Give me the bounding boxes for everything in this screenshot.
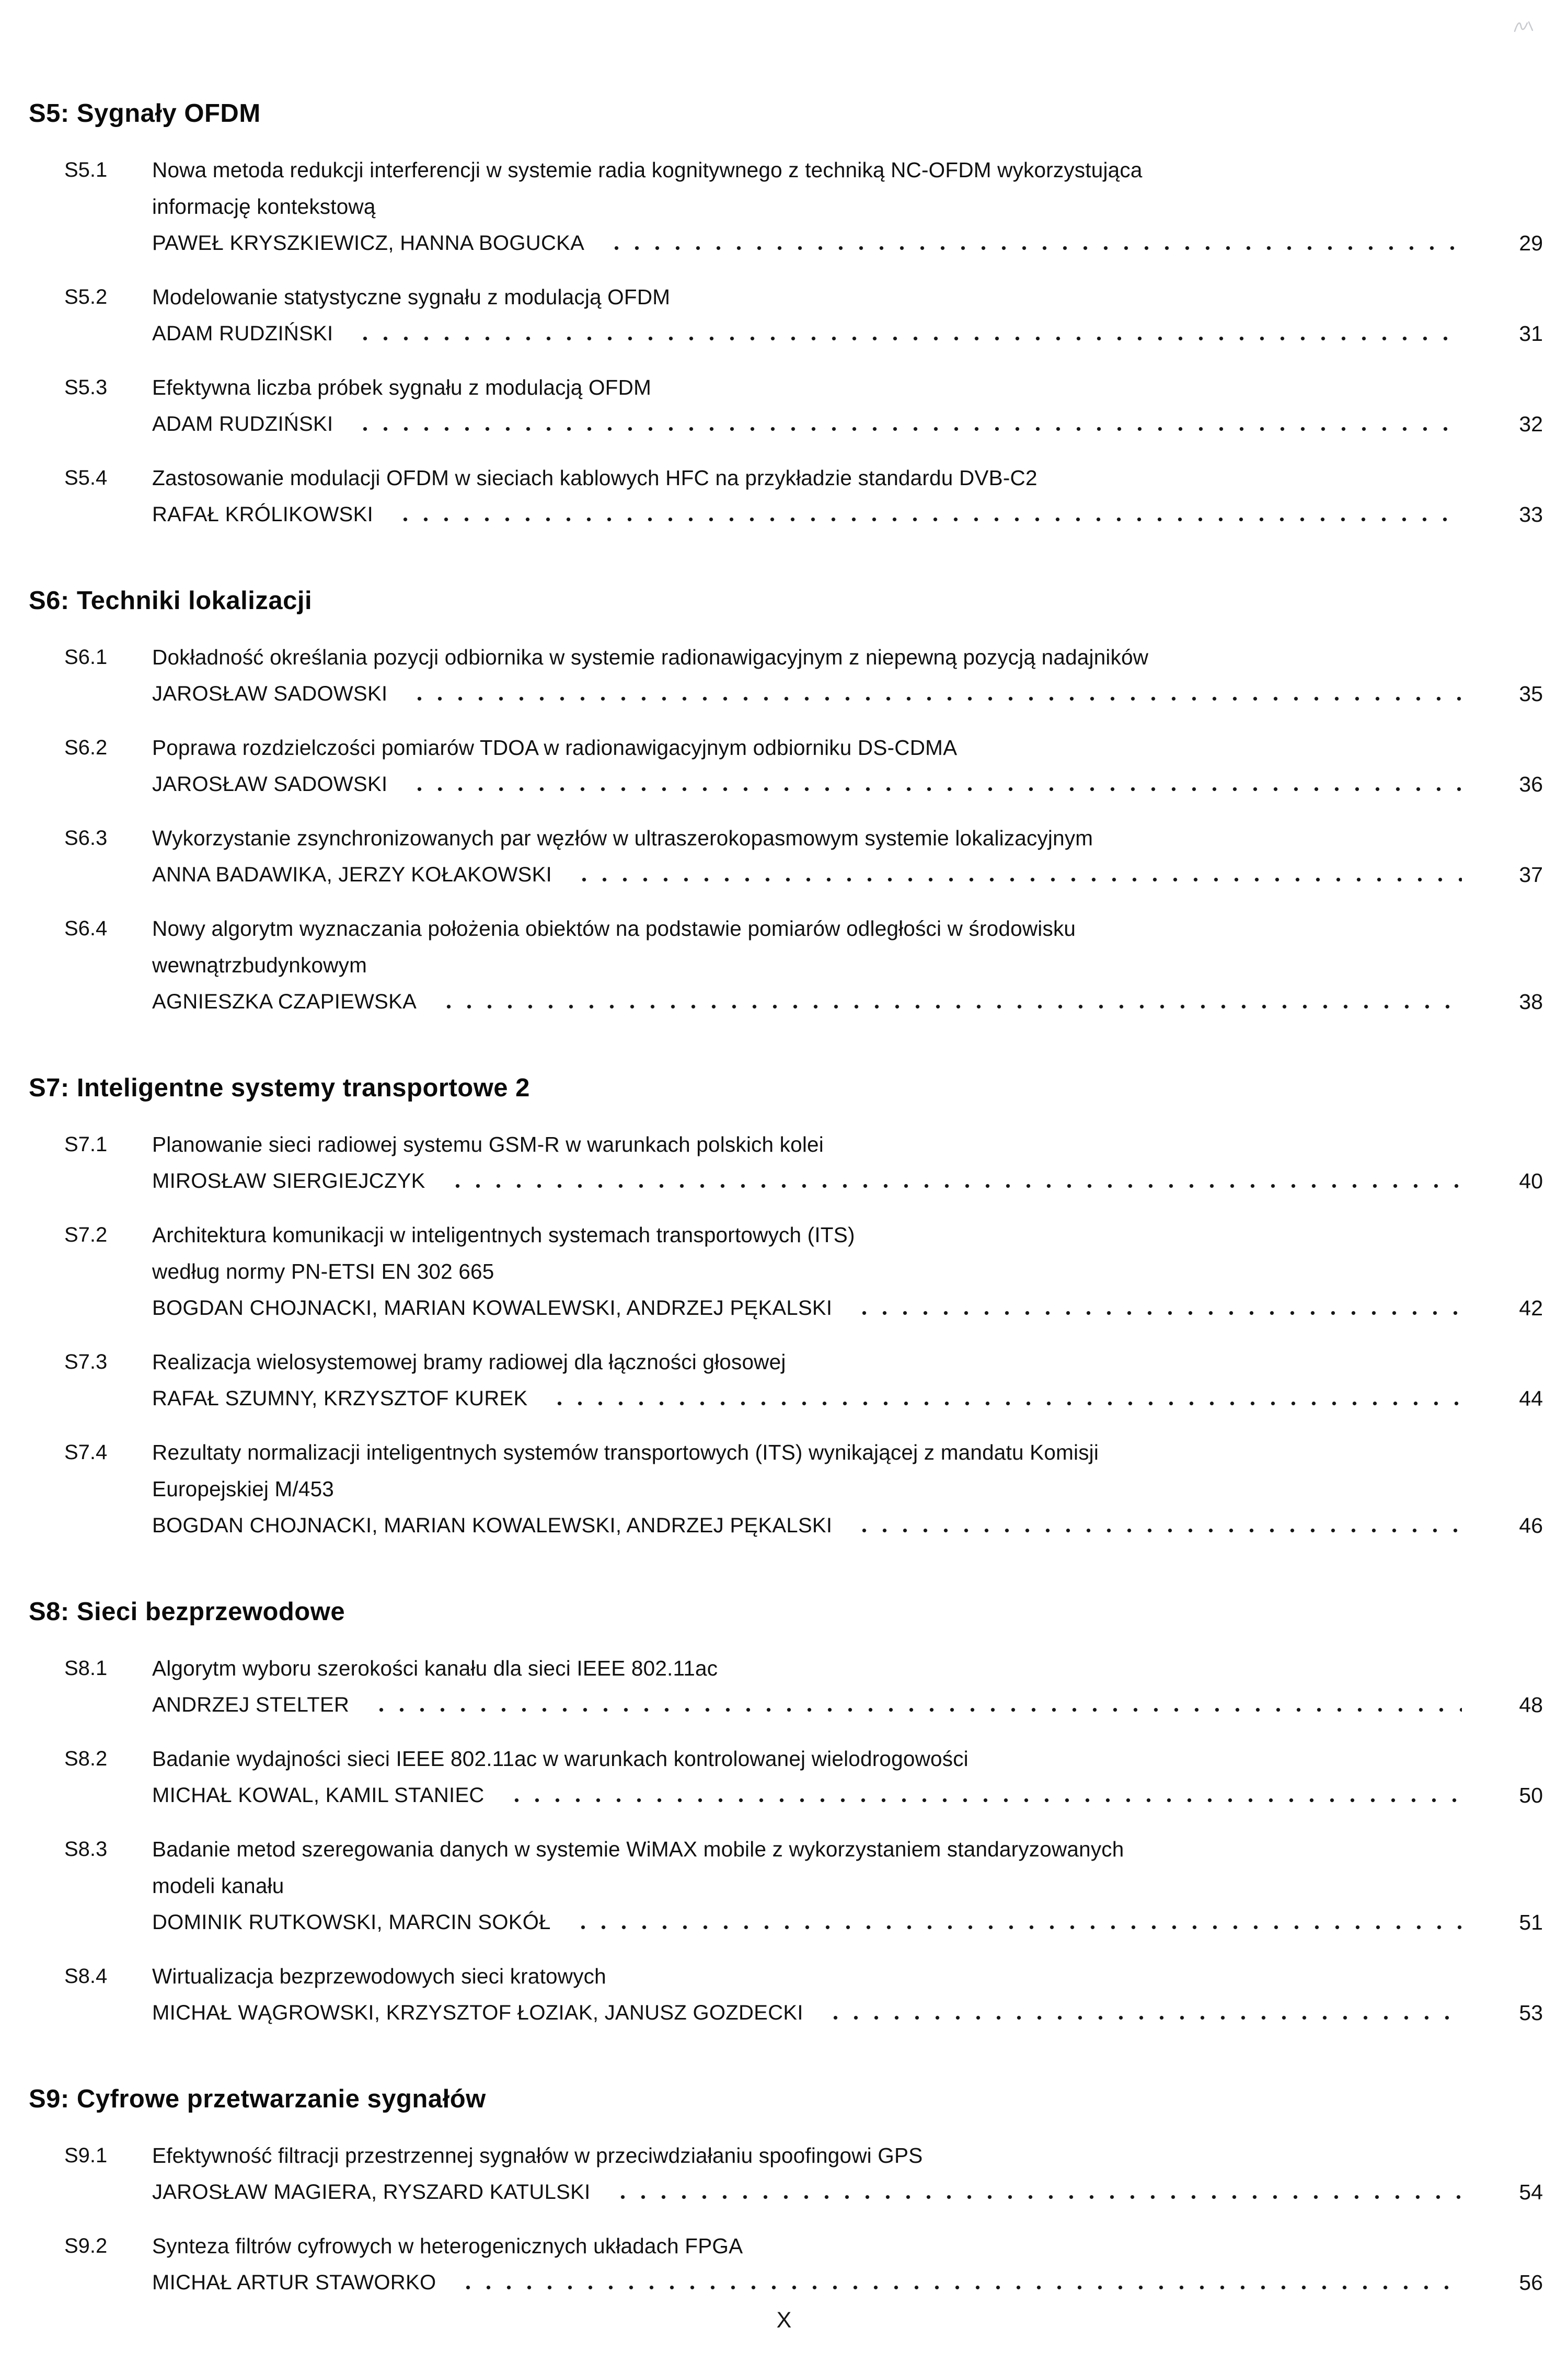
toc-entry [29, 729, 1543, 802]
entry-page-number: 40 [1519, 1169, 1543, 1193]
toc-entry [29, 279, 1543, 352]
entry-page-number: 56 [1519, 2270, 1543, 2295]
entry-number: S8.3 [64, 1838, 108, 1861]
dot-leader [439, 983, 1462, 1020]
section-heading: S8: Sieci bezprzewodowe [29, 1598, 345, 1626]
entry-authors: JAROSŁAW MAGIERA, RYSZARD KATULSKI [152, 2181, 591, 2204]
entry-page-number: 33 [1519, 502, 1543, 526]
entry-number: S6.4 [64, 917, 108, 940]
toc-entry [29, 639, 1543, 712]
entry-number: S9.1 [64, 2144, 108, 2167]
entry-authors: MICHAŁ WĄGROWSKI, KRZYSZTOF ŁOZIAK, JANUSZ GOZDECKI [152, 2001, 803, 2024]
toc-entry [29, 1126, 1543, 1199]
section-heading: S7: Inteligentne systemy transportowe 2 [29, 1074, 530, 1102]
toc-section-s8 [29, 1593, 1543, 2031]
entry-authors: MICHAŁ KOWAL, KAMIL STANIEC [152, 1784, 485, 1807]
entry-authors: RAFAŁ KRÓLIKOWSKI [152, 503, 373, 526]
entry-title: Efektywna liczba próbek sygnału z modulacją OFDM [152, 375, 652, 399]
toc-entry [29, 2228, 1543, 2301]
entry-number: S7.2 [64, 1223, 108, 1246]
entry-page-number: 51 [1519, 1910, 1543, 1934]
scan-artifact-mark [1512, 18, 1536, 36]
entry-page-number: 42 [1519, 1296, 1543, 1320]
toc-entry [29, 1344, 1543, 1417]
entry-authors: MICHAŁ ARTUR STAWORKO [152, 2271, 436, 2294]
entry-authors: JAROSŁAW SADOWSKI [152, 773, 388, 796]
dot-leader [355, 315, 1462, 352]
entry-number: S5.4 [64, 466, 108, 489]
toc-section-s5 [29, 95, 1543, 533]
dot-leader [447, 1163, 1462, 1199]
toc-section-s9 [29, 2081, 1543, 2301]
entry-number: S9.2 [64, 2234, 108, 2257]
dot-leader [355, 406, 1462, 442]
entry-title-cont: wewnątrzbudynkowym [152, 953, 367, 977]
entry-title-cont: modeli kanału [152, 1874, 284, 1898]
entry-title: Nowy algorytm wyznaczania położenia obiektów na podstawie pomiarów odległości w środowisku [152, 916, 1076, 941]
entry-page-number: 29 [1519, 231, 1543, 255]
entry-authors: AGNIESZKA CZAPIEWSKA [152, 990, 417, 1013]
entry-authors: ADAM RUDZIŃSKI [152, 412, 333, 435]
toc-entry [29, 2137, 1543, 2210]
entry-title-cont: Europejskiej M/453 [152, 1477, 335, 1501]
entry-authors: JAROSŁAW SADOWSKI [152, 682, 388, 705]
entry-page-number: 54 [1519, 2180, 1543, 2204]
entry-title: Zastosowanie modulacji OFDM w sieciach kablowych HFC na przykładzie standardu DVB-C2 [152, 466, 1037, 490]
entry-title: Modelowanie statystyczne sygnału z modulacją OFDM [152, 285, 671, 309]
entry-number: S8.2 [64, 1747, 108, 1770]
entry-page-number: 46 [1519, 1513, 1543, 1538]
entry-authors: BOGDAN CHOJNACKI, MARIAN KOWALEWSKI, ANDRZEJ PĘKALSKI [152, 1514, 833, 1537]
toc-entry [29, 152, 1543, 261]
entry-authors: ANDRZEJ STELTER [152, 1693, 350, 1716]
footer-page-number: X [776, 2308, 792, 2333]
toc-entry [29, 1434, 1543, 1544]
entry-title: Architektura komunikacji w inteligentnych systemach transportowych (ITS) [152, 1223, 855, 1247]
entry-title: Dokładność określania pozycji odbiornika w systemie radionawigacyjnym z niepewną pozycją nadajników [152, 645, 1149, 669]
entry-title: Synteza filtrów cyfrowych w heterogenicznych układach FPGA [152, 2234, 743, 2258]
entry-authors: BOGDAN CHOJNACKI, MARIAN KOWALEWSKI, ANDRZEJ PĘKALSKI [152, 1297, 833, 1320]
toc-entry [29, 1831, 1543, 1941]
entry-page-number: 32 [1519, 412, 1543, 436]
dot-leader [371, 1687, 1462, 1723]
entry-number: S7.4 [64, 1441, 108, 1464]
entry-page-number: 38 [1519, 990, 1543, 1014]
toc-entry [29, 1650, 1543, 1723]
toc-entry [29, 1958, 1543, 2031]
entry-page-number: 50 [1519, 1783, 1543, 1807]
toc-entry [29, 820, 1543, 893]
entry-title: Wykorzystanie zsynchronizowanych par węzłów w ultraszerokopasmowym systemie lokalizacyjnym [152, 826, 1093, 850]
toc-entry [29, 460, 1543, 533]
dot-leader [854, 1290, 1462, 1326]
toc-entry [29, 369, 1543, 442]
entry-title: Wirtualizacja bezprzewodowych sieci kratowych [152, 1964, 606, 1988]
entry-page-number: 48 [1519, 1693, 1543, 1717]
entry-page-number: 36 [1519, 772, 1543, 796]
entry-number: S5.3 [64, 376, 108, 399]
dot-leader [574, 856, 1462, 893]
section-heading: S6: Techniki lokalizacji [29, 587, 313, 615]
entry-title-cont: informację kontekstową [152, 194, 376, 219]
entry-number: S5.1 [64, 158, 108, 181]
entry-title-cont: według normy PN-ETSI EN 302 665 [152, 1259, 494, 1283]
dot-leader [854, 1507, 1462, 1544]
dot-leader [395, 496, 1462, 533]
toc-section-s6 [29, 582, 1543, 1020]
entry-number: S8.4 [64, 1965, 108, 1988]
dot-leader [458, 2264, 1462, 2301]
dot-leader [409, 675, 1462, 712]
entry-page-number: 44 [1519, 1386, 1543, 1410]
entry-page-number: 31 [1519, 322, 1543, 346]
entry-title: Realizacja wielosystemowej bramy radiowej dla łączności głosowej [152, 1350, 786, 1374]
toc-section-s7 [29, 1070, 1543, 1544]
entry-authors: MIROSŁAW SIERGIEJCZYK [152, 1169, 425, 1192]
entry-number: S8.1 [64, 1657, 108, 1680]
entry-title: Efektywność filtracji przestrzennej sygnałów w przeciwdziałaniu spoofingowi GPS [152, 2143, 923, 2167]
toc-entry [29, 1740, 1543, 1814]
entry-number: S5.2 [64, 285, 108, 308]
toc-entry [29, 910, 1543, 1020]
section-heading: S5: Sygnały OFDM [29, 99, 261, 128]
entry-title: Badanie wydajności sieci IEEE 802.11ac w warunkach kontrolowanej wielodrogowości [152, 1747, 969, 1771]
entry-title: Badanie metod szeregowania danych w systemie WiMAX mobile z wykorzystaniem standaryzowanych [152, 1837, 1124, 1861]
dot-leader [549, 1380, 1462, 1417]
section-heading: S9: Cyfrowe przetwarzanie sygnałów [29, 2085, 486, 2113]
entry-page-number: 37 [1519, 863, 1543, 887]
entry-title: Rezultaty normalizacji inteligentnych systemów transportowych (ITS) wynikającej z mandatu Komisji [152, 1440, 1099, 1464]
entry-authors: PAWEŁ KRYSZKIEWICZ, HANNA BOGUCKA [152, 232, 585, 255]
entry-authors: RAFAŁ SZUMNY, KRZYSZTOF KUREK [152, 1387, 528, 1410]
entry-number: S7.3 [64, 1350, 108, 1373]
toc-entry [29, 1217, 1543, 1326]
entry-title: Planowanie sieci radiowej systemu GSM-R w warunkach polskich kolei [152, 1132, 824, 1156]
entry-number: S7.1 [64, 1133, 108, 1156]
entry-number: S6.2 [64, 736, 108, 759]
dot-leader [825, 1994, 1462, 2031]
entry-number: S6.3 [64, 827, 108, 850]
dot-leader [409, 766, 1462, 802]
entry-authors: ADAM RUDZIŃSKI [152, 322, 333, 345]
entry-title: Nowa metoda redukcji interferencji w systemie radia kognitywnego z techniką NC-OFDM wykorzystująca [152, 158, 1143, 182]
entry-title: Poprawa rozdzielczości pomiarów TDOA w radionawigacyjnym odbiorniku DS-CDMA [152, 736, 958, 760]
entry-page-number: 53 [1519, 2001, 1543, 2025]
entry-title: Algorytm wyboru szerokości kanału dla sieci IEEE 802.11ac [152, 1656, 718, 1680]
entry-number: S6.1 [64, 646, 108, 669]
dot-leader [606, 225, 1462, 261]
dot-leader [613, 2174, 1462, 2210]
dot-leader [506, 1777, 1462, 1814]
entry-authors: DOMINIK RUTKOWSKI, MARCIN SOKÓŁ [152, 1911, 551, 1934]
entry-authors: ANNA BADAWIKA, JERZY KOŁAKOWSKI [152, 863, 552, 886]
dot-leader [573, 1904, 1462, 1941]
entry-page-number: 35 [1519, 682, 1543, 706]
